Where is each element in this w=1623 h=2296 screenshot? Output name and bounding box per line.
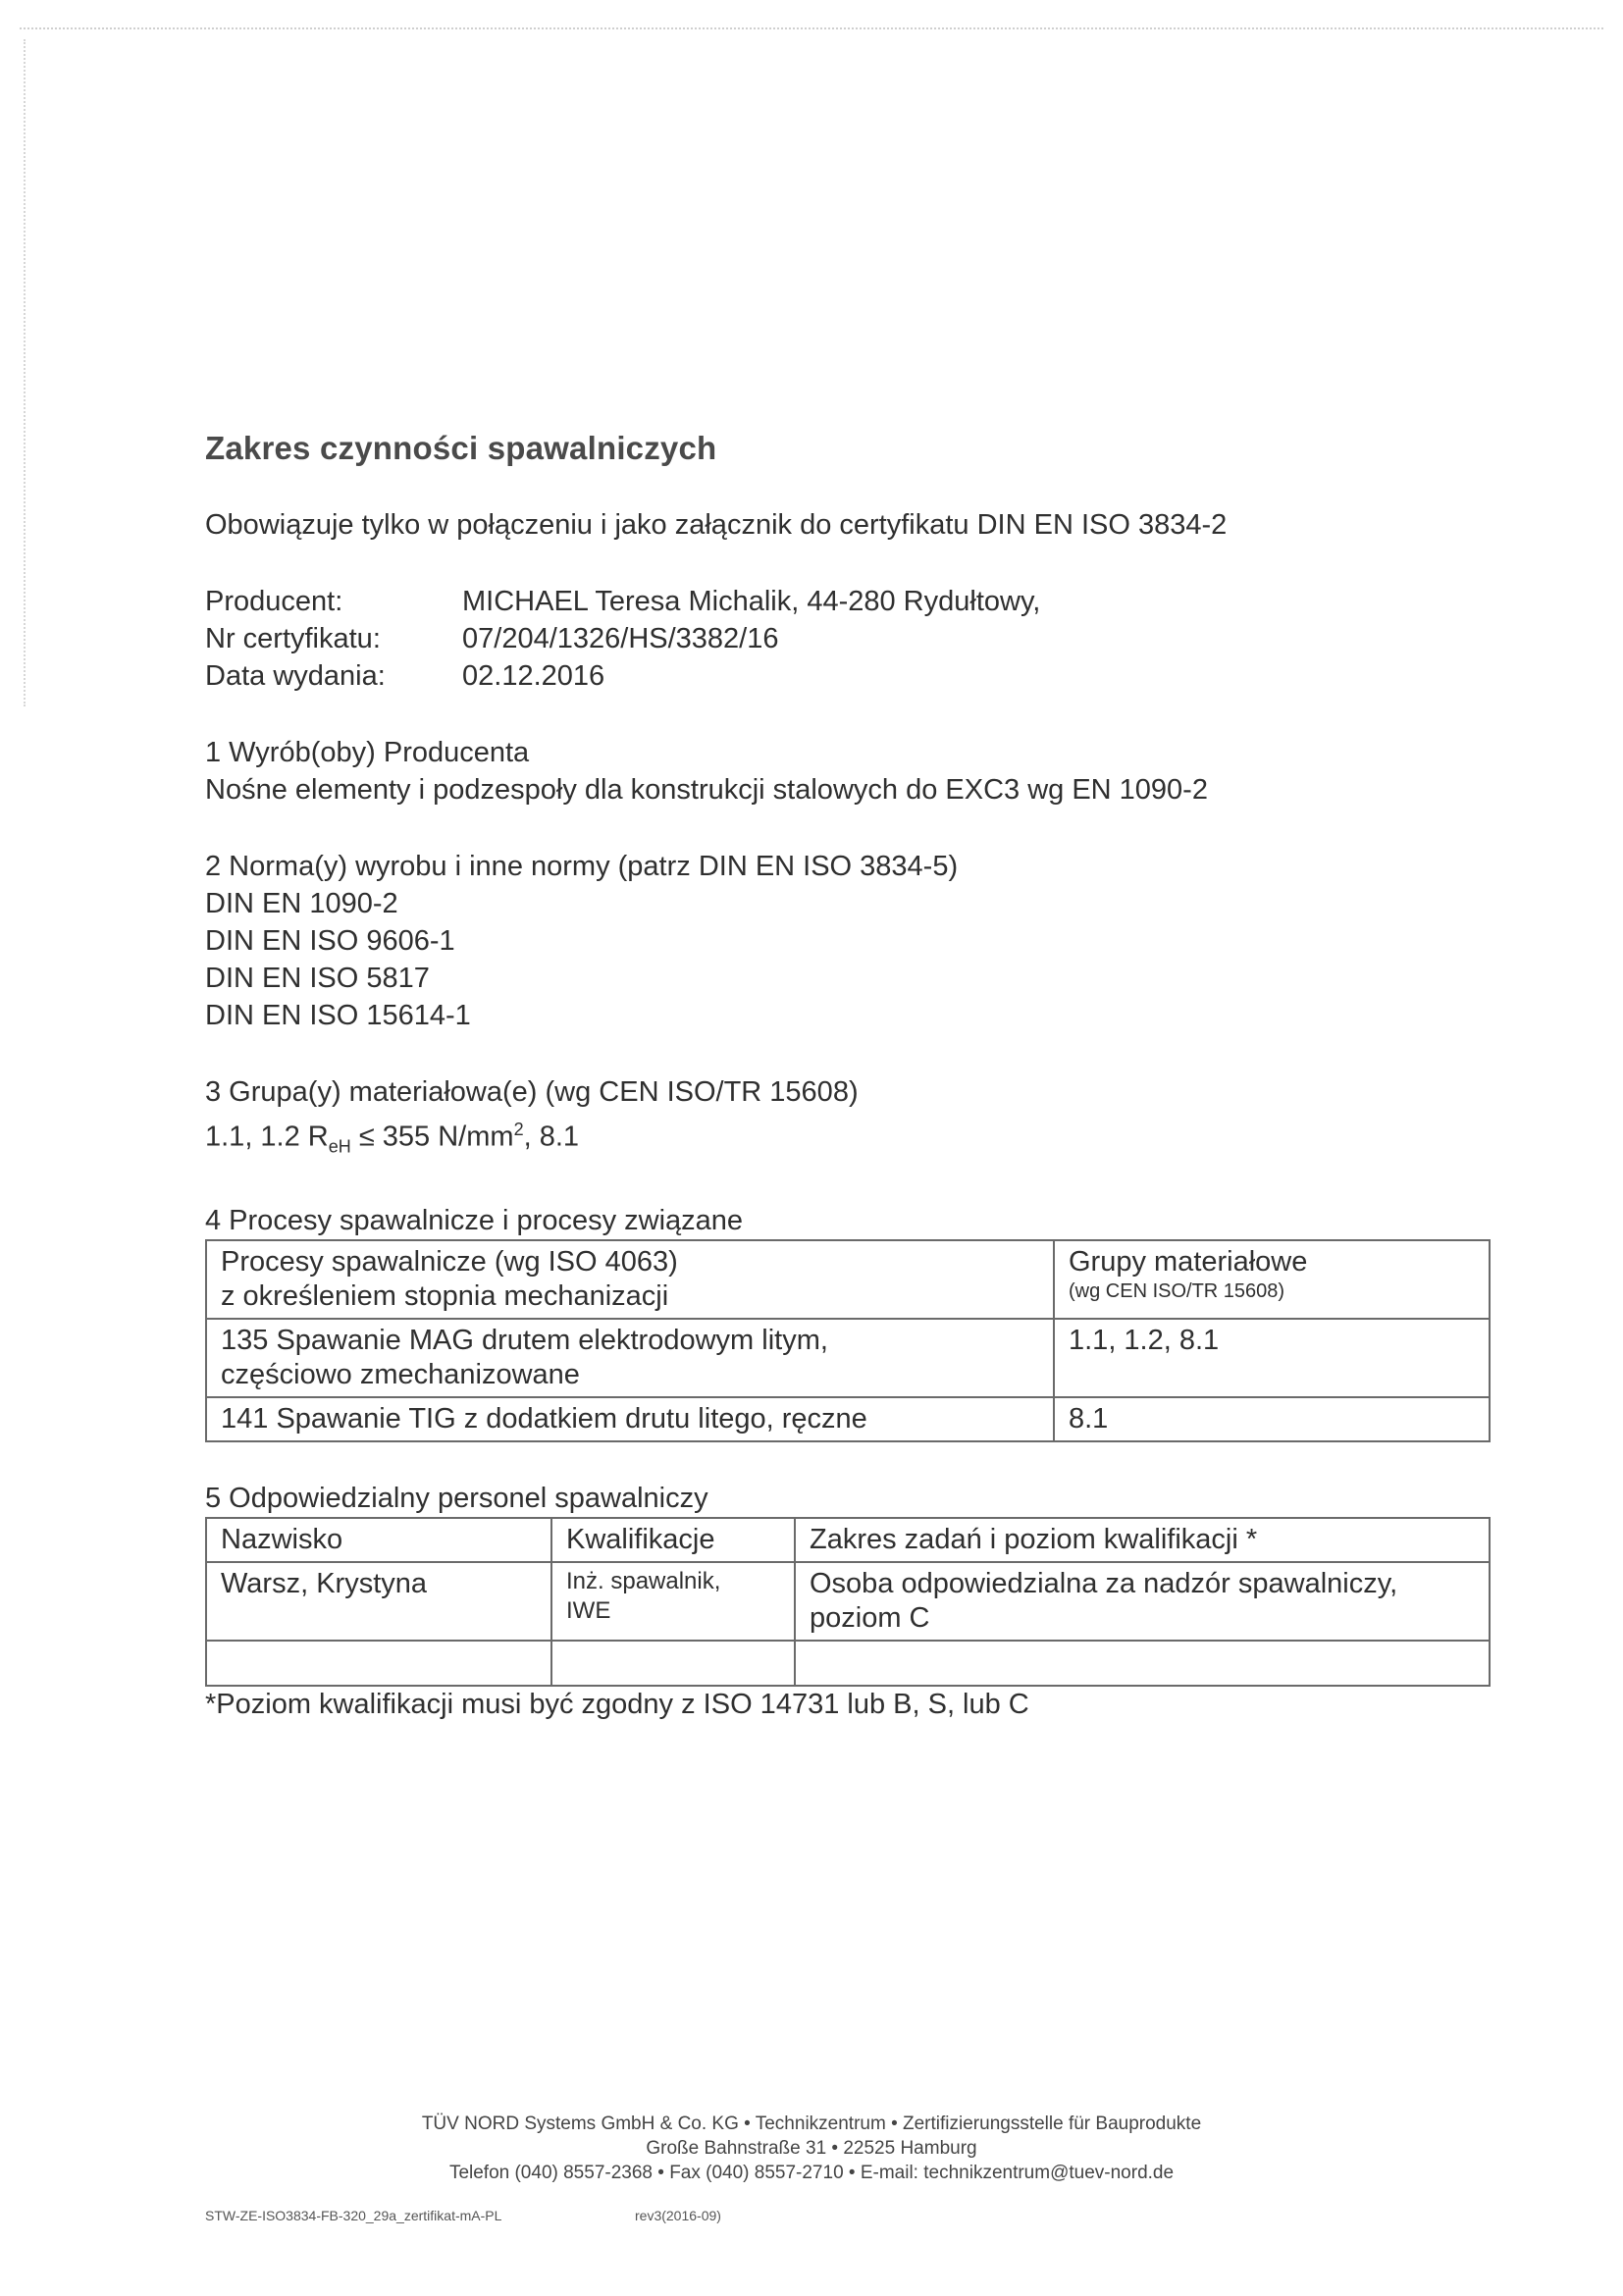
- table-header-row: [206, 1240, 1490, 1319]
- table-cell: 1.1, 1.2, 8.1: [1054, 1319, 1490, 1397]
- material-sup: 2: [513, 1120, 524, 1139]
- standard-item: DIN EN 1090-2: [205, 888, 398, 919]
- footnote: *Poziom kwalifikacji musi być zgodny z ISO 14731 lub B, S, lub C: [205, 1689, 1029, 1721]
- section-5: [205, 1480, 1491, 1722]
- qual-text: Inż. spawalnik,: [566, 1568, 721, 1595]
- table-cell: 8.1: [1054, 1397, 1490, 1441]
- section-5-heading: 5 Odpowiedzialny personel spawalniczy: [205, 1483, 708, 1515]
- material-suffix: , 8.1: [523, 1121, 580, 1153]
- scan-edge-top: [20, 27, 1603, 29]
- producer-value: MICHAEL Teresa Michalik, 44-280 Rydułtowy,: [462, 586, 1041, 617]
- table-row: [206, 1562, 1490, 1641]
- table-cell: [795, 1562, 1490, 1641]
- scope-text: Osoba odpowiedzialna za nadzór spawalniczy,: [810, 1568, 1398, 1600]
- process-text: 135 Spawanie MAG drutem elektrodowym litym,: [221, 1325, 828, 1357]
- document-code: STW-ZE-ISO3834-FB-320_29a_zertifikat-mA-PL: [205, 2208, 502, 2223]
- intro-text: Obowiązuje tylko w połączeniu i jako załącznik do certyfikatu DIN EN ISO 3834-2: [205, 509, 1228, 541]
- material-prefix: 1.1, 1.2 R: [205, 1121, 329, 1153]
- scan-edge-left: [24, 39, 26, 706]
- standard-item: DIN EN ISO 15614-1: [205, 1000, 471, 1031]
- meta-producer: [205, 583, 1491, 620]
- footer-line: TÜV NORD Systems GmbH & Co. KG • Technikzentrum • Zertifizierungsstelle für Bauprodukte: [421, 2113, 1202, 2134]
- date-value: 02.12.2016: [462, 660, 605, 692]
- table-cell: [795, 1641, 1490, 1686]
- section-1-text: Nośne elementy i podzespoły dla konstrukcji stalowych do EXC3 wg EN 1090-2: [205, 774, 1208, 806]
- footer-line: Große Bahnstraße 31 • 22525 Hamburg: [646, 2138, 977, 2159]
- table-cell: [206, 1641, 551, 1686]
- page-title: Zakres czynności spawalniczych: [205, 430, 717, 466]
- table-cell: Warsz, Krystyna: [206, 1562, 551, 1641]
- section-1: [205, 734, 1491, 809]
- material-sub: eH: [328, 1136, 351, 1157]
- document-revision: rev3(2016-09): [635, 2208, 721, 2223]
- table-header-row: [206, 1518, 1490, 1562]
- header-text: Grupy materiałowe: [1069, 1246, 1308, 1278]
- meta-block: [205, 583, 1491, 695]
- header-text: z określeniem stopnia mechanizacji: [221, 1280, 669, 1313]
- table-header-cell: [1054, 1240, 1490, 1319]
- qual-text: IWE: [566, 1597, 611, 1625]
- meta-date: [205, 657, 1491, 695]
- section-1-heading: 1 Wyrób(oby) Producenta: [205, 737, 530, 768]
- material-middle: ≤ 355 N/mm: [350, 1121, 514, 1153]
- section-3: [205, 1073, 1491, 1165]
- producer-label: Producent:: [205, 586, 343, 617]
- standard-item: DIN EN ISO 5817: [205, 963, 430, 994]
- material-groups: [205, 1111, 1491, 1165]
- section-4: [205, 1202, 1491, 1442]
- process-text: częściowo zmechanizowane: [221, 1359, 580, 1391]
- table-row: [206, 1397, 1490, 1441]
- cert-value: 07/204/1326/HS/3382/16: [462, 623, 779, 654]
- cert-label: Nr certyfikatu:: [205, 623, 381, 654]
- table-cell: 141 Spawanie TIG z dodatkiem drutu litego, ręczne: [206, 1397, 1054, 1441]
- table-cell: [551, 1562, 795, 1641]
- table-row: [206, 1319, 1490, 1397]
- section-3-heading: 3 Grupa(y) materiałowa(e) (wg CEN ISO/TR 15608): [205, 1076, 859, 1108]
- document-body: [205, 430, 1491, 1722]
- date-label: Data wydania:: [205, 660, 386, 692]
- table-cell: [551, 1641, 795, 1686]
- footer-line: Telefon (040) 8557-2368 • Fax (040) 8557-2710 • E-mail: technikzentrum@tuev-nord.de: [448, 2163, 1175, 2183]
- table-row: [206, 1641, 1490, 1686]
- table-cell: [206, 1319, 1054, 1397]
- processes-table: [205, 1239, 1491, 1442]
- table-header-cell: [206, 1240, 1054, 1319]
- footer: [0, 2112, 1623, 2185]
- table-header-cell: Nazwisko: [206, 1518, 551, 1562]
- table-header-cell: Kwalifikacje: [551, 1518, 795, 1562]
- standard-item: DIN EN ISO 9606-1: [205, 925, 455, 957]
- meta-cert: [205, 620, 1491, 657]
- personnel-table: [205, 1517, 1491, 1687]
- scope-text: poziom C: [810, 1602, 930, 1635]
- section-2-heading: 2 Norma(y) wyrobu i inne normy (patrz DIN EN ISO 3834-5): [205, 851, 959, 882]
- header-subtext: (wg CEN ISO/TR 15608): [1069, 1280, 1285, 1303]
- section-2: [205, 848, 1491, 1034]
- section-4-heading: 4 Procesy spawalnicze i procesy związane: [205, 1205, 744, 1237]
- header-text: Procesy spawalnicze (wg ISO 4063): [221, 1246, 678, 1278]
- table-header-cell: Zakres zadań i poziom kwalifikacji *: [795, 1518, 1490, 1562]
